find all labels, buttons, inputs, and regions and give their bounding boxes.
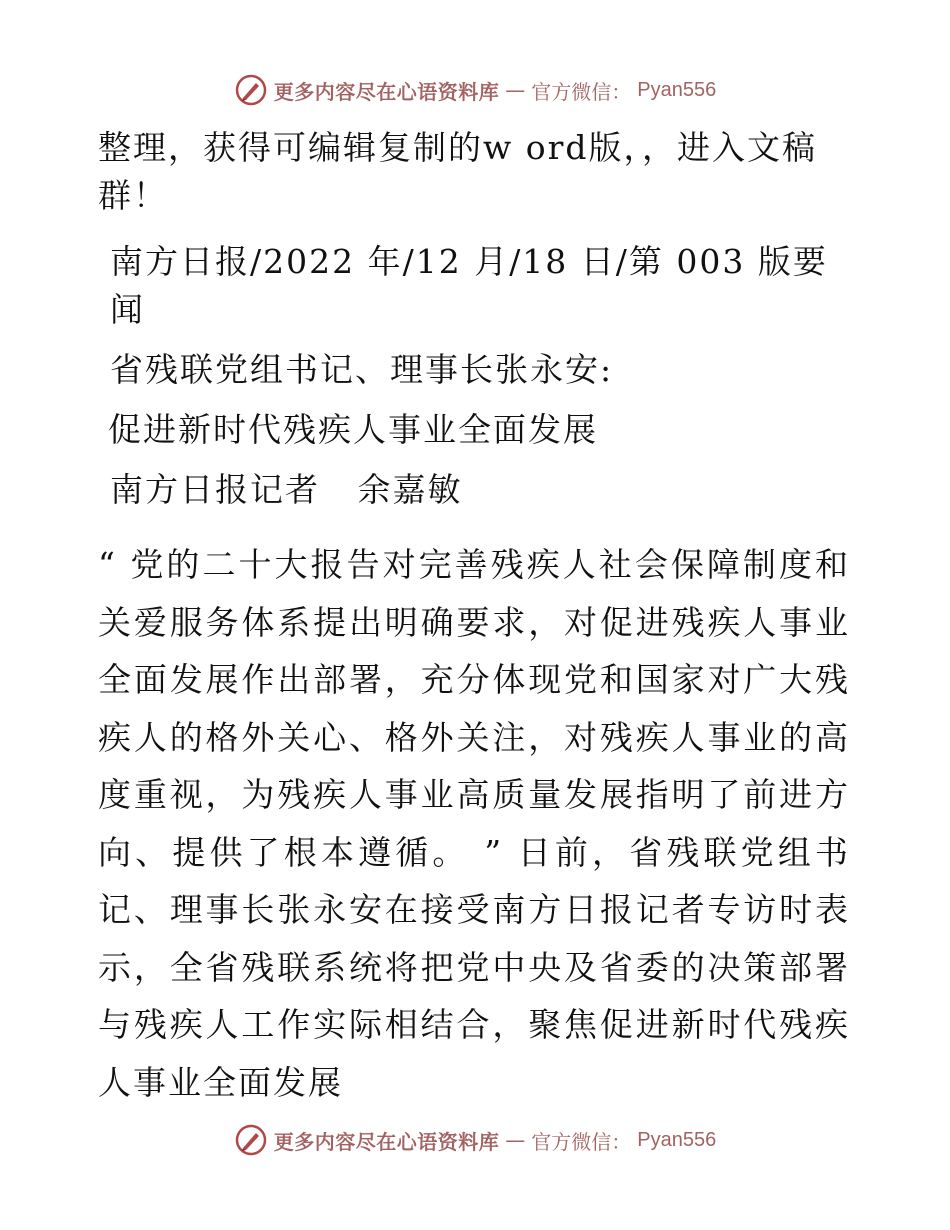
document-body	[98, 120, 850, 1111]
intro-paragraph: 整理，获得可编辑复制的w ord版，，进入文稿群！	[98, 128, 818, 215]
banner-text: 更多内容尽在心语资料库	[273, 79, 500, 104]
header-banner	[0, 70, 950, 110]
source-line: 南方日报/2022 年/12 月/18 日/第 003 版要闻	[110, 242, 828, 329]
title-line-2: 促进新时代残疾人事业全面发展	[108, 410, 598, 449]
pen-logo-icon	[234, 1123, 268, 1157]
banner-text: 更多内容尽在心语资料库	[273, 1129, 500, 1154]
banner-wechat-id: Pyan556	[637, 78, 717, 101]
banner-wechat-label: 官方微信：	[531, 1129, 632, 1154]
title-line-1: 省残联党组书记、理事长张永安:	[110, 350, 614, 389]
footer-banner	[0, 1120, 950, 1160]
pen-logo-icon	[234, 73, 268, 107]
byline: 南方日报记者 余嘉敏	[110, 470, 463, 509]
body-paragraph: “ 党的二十大报告对完善残疾人社会保障制度和关爱服务体系提出明确要求，对促进残疾人事业全面发展作出部署，充分体现党和国家对广大残疾人的格外关心、格外关注，对残疾人事业的高度重视，为残疾人事业高质量发展指明了前进方向、提供了根本遵循。 ” 日前，省残联党组书记、理事长张永安在接受南方日报记者专访时表示，全省残联系统将把党中央及省委的决策部署与残疾人工作实际相结合，聚焦促进新时代残疾人事业全面发展	[98, 545, 850, 1102]
banner-separator: —	[505, 1128, 526, 1152]
banner-wechat-id: Pyan556	[637, 1128, 717, 1151]
banner-separator: —	[505, 78, 526, 102]
banner-wechat-label: 官方微信：	[531, 79, 632, 104]
